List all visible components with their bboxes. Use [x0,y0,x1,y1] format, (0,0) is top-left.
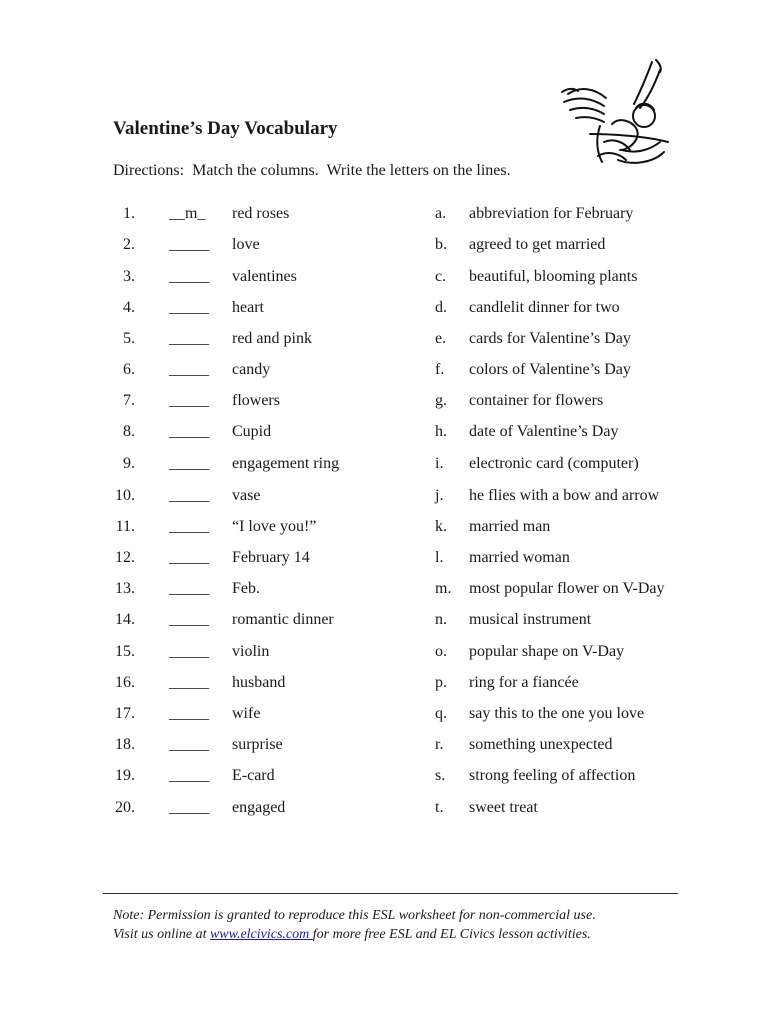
definition-text: say this to the one you love [469,705,645,722]
vocabulary-term: red and pink [232,330,312,347]
item-number: 19. [115,767,135,784]
list-item [0,359,768,381]
answer-blank[interactable]: _____ [169,423,209,440]
answer-blank[interactable]: _____ [169,767,209,784]
footer-visit-suffix: for more free ESL and EL Civics lesson activities. [312,927,591,942]
vocabulary-term: February 14 [232,549,310,566]
item-number: 8. [123,423,135,440]
vocabulary-term: engagement ring [232,455,340,472]
definition-letter: n. [435,611,447,628]
definition-letter: i. [435,455,444,472]
definition-text: agreed to get married [469,236,606,253]
definition-text: most popular flower on V-Day [469,580,665,597]
list-item [0,578,768,600]
item-number: 11. [115,518,135,535]
answer-blank[interactable]: _____ [169,549,209,566]
item-number: 4. [123,299,135,316]
definition-letter: f. [435,361,445,378]
answer-blank[interactable]: _____ [169,330,209,347]
list-item [0,390,768,412]
answer-blank[interactable]: _____ [169,580,209,597]
list-item [0,734,768,756]
definition-letter: e. [435,330,447,347]
vocabulary-term: Cupid [232,423,272,440]
answer-blank[interactable]: _____ [169,299,209,316]
answer-blank[interactable]: __m_ [169,205,206,222]
definition-text: colors of Valentine’s Day [469,361,631,378]
footer-visit-prefix: Visit us online at [113,927,210,942]
vocabulary-term: vase [232,487,261,504]
item-number: 14. [115,611,135,628]
item-number: 7. [123,392,135,409]
answer-blank[interactable]: _____ [169,799,209,816]
definition-letter: p. [435,674,447,691]
definition-text: strong feeling of affection [469,767,636,784]
vocabulary-term: “I love you!” [232,518,317,535]
list-item [0,703,768,725]
definition-text: popular shape on V-Day [469,643,625,660]
definition-letter: k. [435,518,447,535]
definition-text: date of Valentine’s Day [469,423,619,440]
vocabulary-term: candy [232,361,271,378]
definition-letter: r. [435,736,444,753]
list-item [0,516,768,538]
vocabulary-term: wife [232,705,261,722]
list-item [0,234,768,256]
answer-blank[interactable]: _____ [169,674,209,691]
list-item [0,203,768,225]
vocabulary-term: E-card [232,767,275,784]
definition-letter: l. [435,549,444,566]
answer-blank[interactable]: _____ [169,361,209,378]
item-number: 6. [123,361,135,378]
list-item [0,297,768,319]
list-item [0,485,768,507]
definition-text: married man [469,518,551,535]
definition-letter: q. [435,705,447,722]
vocabulary-term: romantic dinner [232,611,334,628]
list-item [0,421,768,443]
answer-blank[interactable]: _____ [169,455,209,472]
list-item [0,672,768,694]
footer-permission-line: Note: Permission is granted to reproduce this ESL worksheet for non-commercial use. [113,908,596,923]
definition-letter: j. [435,487,444,504]
definition-letter: h. [435,423,447,440]
vocabulary-term: red roses [232,205,290,222]
item-number: 17. [115,705,135,722]
footer-divider [103,893,678,894]
vocabulary-term: flowers [232,392,280,409]
item-number: 10. [115,487,135,504]
vocabulary-term: heart [232,299,264,316]
definition-text: sweet treat [469,799,538,816]
definition-text: container for flowers [469,392,604,409]
list-item [0,641,768,663]
list-item [0,328,768,350]
answer-blank[interactable]: _____ [169,487,209,504]
definition-letter: o. [435,643,447,660]
definition-letter: a. [435,205,447,222]
answer-blank[interactable]: _____ [169,268,209,285]
list-item [0,453,768,475]
cupid-icon [560,58,670,170]
list-item [0,266,768,288]
list-item [0,797,768,819]
definition-text: something unexpected [469,736,613,753]
definition-text: abbreviation for February [469,205,634,222]
answer-blank[interactable]: _____ [169,736,209,753]
definition-letter: b. [435,236,447,253]
definition-text: ring for a fiancée [469,674,579,691]
vocabulary-term: violin [232,643,270,660]
answer-blank[interactable]: _____ [169,518,209,535]
vocabulary-term: surprise [232,736,283,753]
definition-letter: m. [435,580,452,597]
item-number: 3. [123,268,135,285]
item-number: 15. [115,643,135,660]
answer-blank[interactable]: _____ [169,392,209,409]
definition-text: he flies with a bow and arrow [469,487,660,504]
answer-blank[interactable]: _____ [169,236,209,253]
definition-text: beautiful, blooming plants [469,268,638,285]
definition-letter: c. [435,268,447,285]
answer-blank[interactable]: _____ [169,705,209,722]
vocabulary-term: love [232,236,260,253]
answer-blank[interactable]: _____ [169,643,209,660]
vocabulary-term: husband [232,674,286,691]
item-number: 12. [115,549,135,566]
item-number: 5. [123,330,135,347]
definition-letter: s. [435,767,446,784]
footer-visit-line [113,925,596,944]
item-number: 13. [115,580,135,597]
answer-blank[interactable]: _____ [169,611,209,628]
vocabulary-term: engaged [232,799,286,816]
list-item [0,765,768,787]
item-number: 16. [115,674,135,691]
vocabulary-term: valentines [232,268,297,285]
definition-letter: d. [435,299,447,316]
definition-letter: t. [435,799,444,816]
directions-text: Directions: Match the columns. Write the letters on the lines. [113,162,511,179]
elcivics-link[interactable]: www.elcivics.com [209,927,313,942]
item-number: 18. [115,736,135,753]
definition-letter: g. [435,392,447,409]
footer-note [113,906,596,944]
item-number: 2. [123,236,135,253]
worksheet-title: Valentine’s Day Vocabulary [113,118,338,139]
definition-text: musical instrument [469,611,592,628]
definition-text: electronic card (computer) [469,455,639,472]
definition-text: married woman [469,549,570,566]
list-item [0,609,768,631]
definition-text: cards for Valentine’s Day [469,330,631,347]
list-item [0,547,768,569]
definition-text: candlelit dinner for two [469,299,620,316]
item-number: 9. [123,455,135,472]
item-number: 1. [123,205,135,222]
item-number: 20. [115,799,135,816]
vocabulary-term: Feb. [232,580,260,597]
